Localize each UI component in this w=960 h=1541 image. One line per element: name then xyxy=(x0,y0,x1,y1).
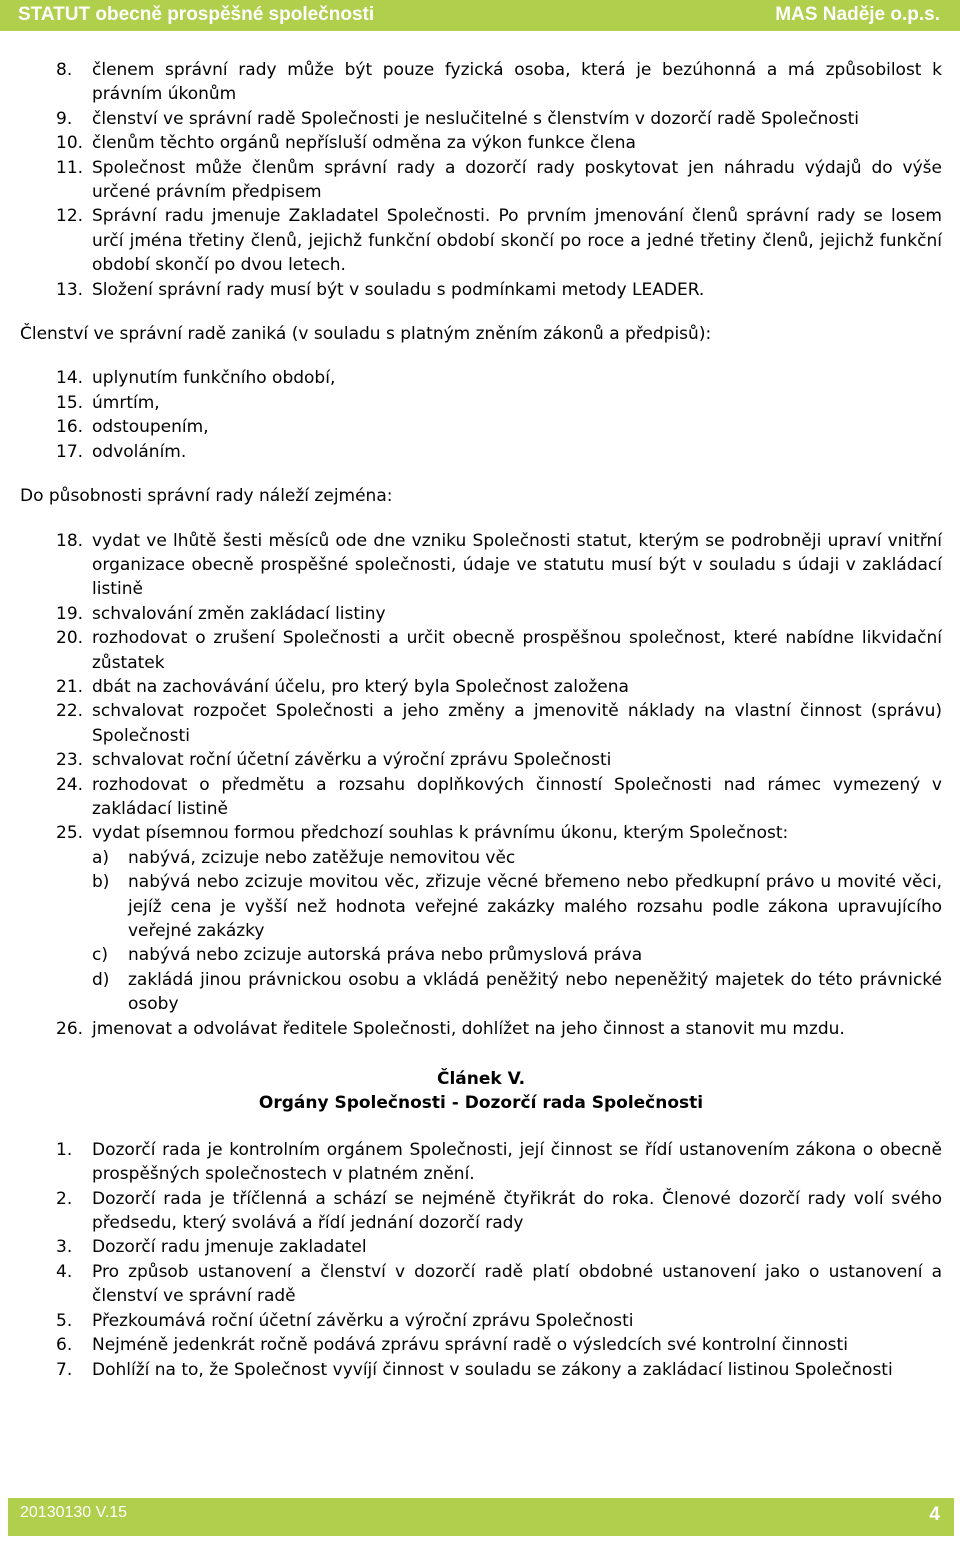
sublist-item xyxy=(20,968,942,1017)
paragraph-membership-end: Členství ve správní radě zaniká (v souladu s platným zněním zákonů a předpisů): xyxy=(20,324,712,345)
list-text: odvoláním. xyxy=(92,441,187,462)
list-text: úmrtím, xyxy=(92,392,160,413)
list-item xyxy=(20,1235,942,1259)
list-text: nabývá nebo zcizuje autorská práva nebo průmyslová práva xyxy=(128,945,643,966)
list-text: jmenovat a odvolávat ředitele Společnosti, dohlížet na jeho činnost a stanovit mu mzdu. xyxy=(92,1018,845,1039)
list-text: Společnost může členům správní rady a dozorčí rady poskytovat jen náhradu výdajů do výše určené právním předpisem xyxy=(92,157,942,203)
article-title: Článek V. xyxy=(436,1069,526,1090)
list-number: 10. xyxy=(56,133,84,154)
list-text: schvalovat roční účetní závěrku a výroční zprávu Společnosti xyxy=(92,750,612,771)
list-item xyxy=(20,440,942,464)
list-number: a) xyxy=(92,847,110,868)
list-text: Dozorčí rada je kontrolním orgánem Společnosti, její činnost se řídí ustanovením zákona o obecně prospěšných společnostech v platném znění. xyxy=(92,1139,942,1185)
list-supervisory-board xyxy=(20,1138,942,1382)
list-number: 15. xyxy=(56,392,84,413)
article-subtitle: Orgány Společnosti - Dozorčí rada Společnosti xyxy=(258,1093,704,1114)
list-item xyxy=(20,156,942,205)
list-item xyxy=(20,58,942,107)
sublist-item xyxy=(20,943,942,967)
list-number: 18. xyxy=(56,530,84,551)
list-item xyxy=(20,204,942,277)
list-number: 13. xyxy=(56,279,84,300)
page-header xyxy=(0,0,960,31)
list-text: Dozorčí rada je tříčlenná a schází se nejméně čtyřikrát do roka. Členové dozorčí rady volí svého předsedu, který svolává a řídí jednání dozorčí rady xyxy=(92,1188,942,1234)
list-text: dbát na zachovávání účelu, pro který byla Společnost založena xyxy=(92,676,629,697)
header-organization: MAS Naděje o.p.s. xyxy=(775,4,940,25)
list-number: 4. xyxy=(56,1261,73,1282)
list-text: rozhodovat o zrušení Společnosti a určit obecně prospěšnou společnost, které nabídne likvidační zůstatek xyxy=(92,628,942,673)
list-number: d) xyxy=(92,969,110,990)
list-number: 6. xyxy=(56,1335,73,1356)
list-text: vydat písemnou formou předchozí souhlas k právnímu úkonu, kterým Společnost: xyxy=(92,823,789,844)
list-item xyxy=(20,699,942,748)
page-footer xyxy=(8,1498,954,1536)
list-number: b) xyxy=(92,872,110,893)
list-membership-end xyxy=(20,366,942,464)
paragraph-board-powers: Do působnosti správní rady náleží zejména: xyxy=(20,486,393,507)
list-number: 3. xyxy=(56,1237,73,1258)
list-number: 1. xyxy=(56,1139,73,1160)
list-number: 24. xyxy=(56,774,84,795)
list-number: 16. xyxy=(56,417,84,438)
list-board-membership xyxy=(20,58,942,302)
list-item xyxy=(20,748,942,772)
list-number: 17. xyxy=(56,441,84,462)
list-number: 12. xyxy=(56,206,84,227)
sublist-item xyxy=(20,870,942,943)
list-number: 21. xyxy=(56,676,84,697)
list-item xyxy=(20,1187,942,1236)
list-board-powers xyxy=(20,529,942,846)
list-text: Složení správní rady musí být v souladu s podmínkami metody LEADER. xyxy=(92,279,705,300)
list-number: 14. xyxy=(56,368,84,389)
list-number: 9. xyxy=(56,108,73,129)
sublist-item xyxy=(20,846,942,870)
page-number: 4 xyxy=(929,1504,940,1525)
list-item xyxy=(20,626,942,675)
list-item xyxy=(20,602,942,626)
list-item xyxy=(20,821,942,845)
list-text: Pro způsob ustanovení a členství v dozorčí radě platí obdobné ustanovení jako o ustanovení a členství ve správní radě xyxy=(92,1261,942,1307)
list-text: nabývá nebo zcizuje movitou věc, zřizuje věcné břemeno nebo předkupní právo u movité věci, jejíž cena je vyšší než hodnota veřejné zakázky malého rozsahu podle zákona upravujícího veřejné zakázky xyxy=(128,872,942,941)
list-text: zakládá jinou právnickou osobu a vkládá peněžitý nebo nepeněžitý majetek do této právnické osoby xyxy=(128,969,942,1015)
list-text: schvalování změn zakládací listiny xyxy=(92,603,386,624)
list-item xyxy=(20,107,942,131)
list-item xyxy=(20,773,942,822)
list-number: 11. xyxy=(56,157,84,178)
list-number: c) xyxy=(92,945,108,966)
footer-version: 20130130 V.15 xyxy=(20,1504,128,1521)
list-text: schvalovat rozpočet Společnosti a jeho změny a jmenovitě náklady na vlastní činnost (správu) Společnosti xyxy=(92,701,942,746)
list-text: uplynutím funkčního období, xyxy=(92,368,336,389)
list-item xyxy=(20,1309,942,1333)
list-item xyxy=(20,415,942,439)
list-item xyxy=(20,529,942,602)
list-item xyxy=(20,1260,942,1309)
list-item xyxy=(20,1138,942,1187)
list-number: 5. xyxy=(56,1310,73,1331)
list-number: 7. xyxy=(56,1359,73,1380)
list-item xyxy=(20,131,942,155)
list-text: členem správní rady může být pouze fyzická osoba, která je bezúhonná a má způsobilost k právním úkonům xyxy=(92,60,942,105)
list-text: odstoupením, xyxy=(92,417,209,438)
list-text: členství ve správní radě Společnosti je neslučitelné s členstvím v dozorčí radě Společnosti xyxy=(92,108,859,129)
list-item xyxy=(20,675,942,699)
list-number: 2. xyxy=(56,1188,73,1209)
document-body xyxy=(20,58,942,1382)
list-item xyxy=(20,1333,942,1357)
list-number: 20. xyxy=(56,628,84,649)
list-text: vydat ve lhůtě šesti měsíců ode dne vzniku Společnosti statut, kterým se podrobněji upraví vnitřní organizace obecně prospěšné společnosti, údaje ve statutu musí být v souladu s údaji v zakládací listině xyxy=(92,530,942,600)
list-text: Nejméně jedenkrát ročně podává zprávu správní radě o výsledcích své kontrolní činnosti xyxy=(92,1335,848,1356)
list-item xyxy=(20,366,942,390)
list-text: nabývá, zcizuje nebo zatěžuje nemovitou věc xyxy=(128,847,516,868)
article-heading xyxy=(20,1067,942,1116)
list-text: Přezkoumává roční účetní závěrku a výroční zprávu Společnosti xyxy=(92,1310,634,1331)
list-number: 22. xyxy=(56,701,84,722)
header-title: STATUT obecně prospěšné společnosti xyxy=(18,4,375,25)
list-item xyxy=(20,391,942,415)
list-number: 19. xyxy=(56,603,84,624)
sublist-consent xyxy=(20,846,942,1017)
list-item xyxy=(20,1017,942,1041)
list-number: 25. xyxy=(56,823,84,844)
list-number: 26. xyxy=(56,1018,84,1039)
list-item xyxy=(20,1358,942,1382)
list-text: Správní radu jmenuje Zakladatel Společnosti. Po prvním jmenování členů správní rady se losem určí jména třetiny členů, jejichž funkční období skončí po roce a jedné třetiny členů, jejichž funkční období skončí po dvou letech. xyxy=(92,206,942,276)
list-text: Dozorčí radu jmenuje zakladatel xyxy=(92,1237,367,1258)
list-number: 8. xyxy=(56,60,73,80)
list-text: členům těchto orgánů nepřísluší odměna za výkon funkce člena xyxy=(92,133,636,154)
list-text: rozhodovat o předmětu a rozsahu doplňkových činností Společnosti nad rámec vymezený v zakládací listině xyxy=(92,774,942,819)
list-number: 23. xyxy=(56,750,84,771)
list-item xyxy=(20,278,942,302)
list-text: Dohlíží na to, že Společnost vyvíjí činnost v souladu se zákony a zakládací listinou Společnosti xyxy=(92,1359,893,1380)
